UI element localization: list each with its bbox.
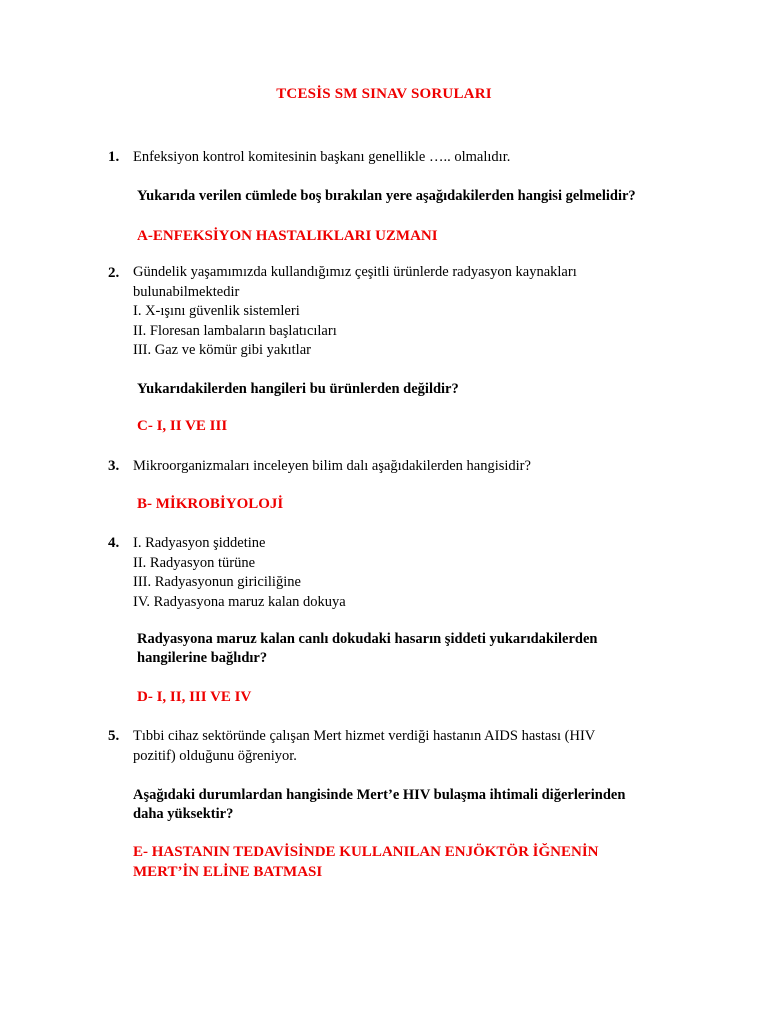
answer-line: A-ENFEKSİYON HASTALIKLARI UZMANI — [137, 228, 438, 244]
answer-line: B- MİKROBİYOLOJİ — [137, 496, 284, 512]
question-text — [133, 263, 577, 361]
question-prompt-line: Radyasyona maruz kalan canlı dokudaki hasarın şiddeti yukarıdakilerden — [137, 631, 598, 647]
question-prompt — [137, 630, 598, 669]
question-line: bulunabilmektedir — [133, 283, 240, 300]
question-text — [133, 534, 346, 612]
question-line: Tıbbi cihaz sektöründe çalışan Mert hizmet verdiği hastanın AIDS hastası (HIV — [133, 728, 596, 744]
answer — [137, 494, 283, 514]
question-number: 3. — [108, 458, 120, 474]
question-prompt-line: daha yüksektir? — [133, 806, 234, 823]
question-text — [133, 148, 510, 168]
answer — [133, 842, 599, 882]
question-option: I. X-ışını güvenlik sistemleri — [133, 303, 300, 320]
answer-line: D- I, II, III VE IV — [137, 689, 252, 705]
question-line: pozitif) olduğunu öğreniyor. — [133, 747, 297, 764]
page-title: TCESİS SM SINAV SORULARI — [276, 86, 492, 102]
question-number: 1. — [108, 149, 120, 165]
question-option: III. Gaz ve kömür gibi yakıtlar — [133, 342, 311, 359]
question-option: I. Radyasyon şiddetine — [133, 535, 266, 551]
answer — [137, 226, 438, 246]
answer — [137, 687, 251, 707]
question-prompt-line: Yukarıdakilerden hangileri bu ürünlerden değildir? — [137, 381, 459, 397]
question-option: III. Radyasyonun giriciliğine — [133, 574, 301, 591]
question-prompt — [133, 786, 625, 825]
question-number: 4. — [108, 535, 120, 551]
answer-line: C- I, II VE III — [137, 418, 228, 434]
question-text — [133, 457, 531, 477]
question-number: 5. — [108, 728, 120, 744]
question-line: Mikroorganizmaları inceleyen bilim dalı aşağıdakilerden hangisidir? — [133, 458, 531, 474]
question-prompt — [137, 380, 459, 399]
question-option: II. Floresan lambaların başlatıcıları — [133, 322, 337, 339]
question-line: Gündelik yaşamımızda kullandığımız çeşitli ürünlerde radyasyon kaynakları — [133, 264, 577, 280]
question-prompt — [137, 187, 636, 206]
question-prompt-line: Aşağıdaki durumlardan hangisinde Mert’e HIV bulaşma ihtimali diğerlerinden — [133, 787, 626, 803]
question-number: 2. — [108, 265, 120, 281]
question-option: IV. Radyasyona maruz kalan dokuya — [133, 593, 346, 610]
answer-line: E- HASTANIN TEDAVİSİNDE KULLANILAN ENJÖKTÖR İĞNENİN — [133, 844, 599, 860]
question-prompt-line: Yukarıda verilen cümlede boş bırakılan yere aşağıdakilerden hangisi gelmelidir? — [137, 188, 636, 204]
question-option: II. Radyasyon türüne — [133, 554, 256, 571]
answer — [137, 416, 227, 436]
answer-line: MERT’İN ELİNE BATMASI — [133, 864, 323, 880]
question-text — [133, 727, 595, 766]
question-line: Enfeksiyon kontrol komitesinin başkanı genellikle ….. olmalıdır. — [133, 149, 511, 165]
question-prompt-line: hangilerine bağlıdır? — [137, 650, 268, 667]
